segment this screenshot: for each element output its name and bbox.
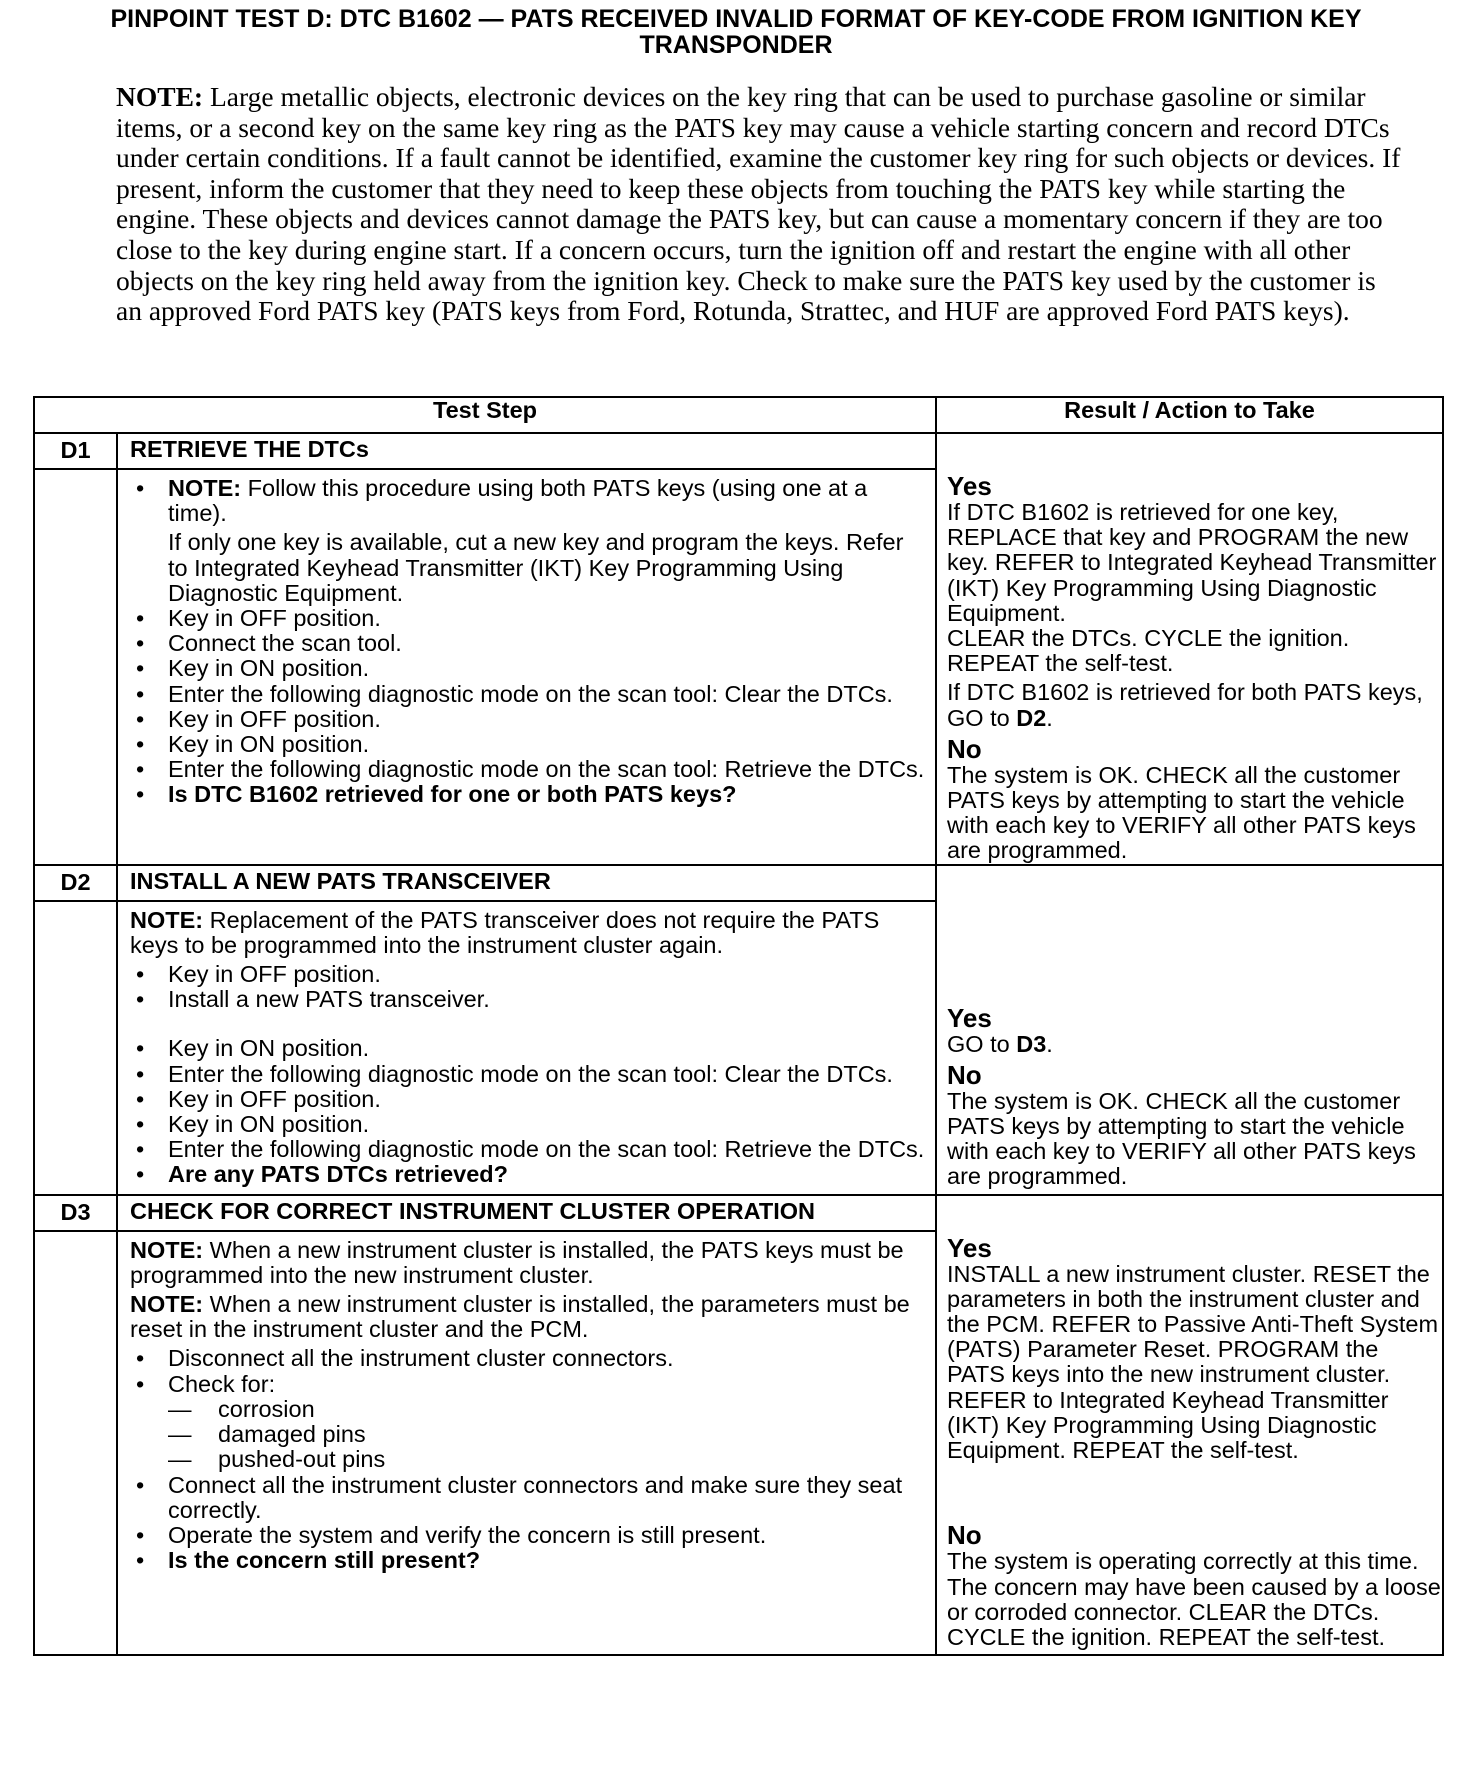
intro-note-text: Large metallic objects, electronic devices on the key ring that can be used to purchase gasoline or similar items, or a second key on the same key ring as the PATS key may cause a vehicle starting concern and record DTCs under certain conditions. If a fault cannot be identified, examine the customer key ring for such objects or devices. If present, inform the customer that they need to keep these objects from touching the PATS key while starting the engine. These objects and devices cannot damage the PATS key, but can cause a momentary concern if they are too close to the key during engine start. If a concern occurs, turn the ignition off and restart the engine with all other objects on the key ring held away from the ignition key. Check to make sure the PATS key used by the customer is an approved Ford PATS key (PATS keys from Ford, Rotunda, Strattec, and HUF are approved Ford PATS keys). xyxy=(116,81,1401,327)
step-id-d2: D2 xyxy=(34,865,117,901)
step-id-d1: D1 xyxy=(34,433,117,469)
step-d2-id-spacer xyxy=(34,901,117,1195)
step-d3-body xyxy=(117,1231,936,1655)
d3-dash-3: — pushed-out pins xyxy=(130,1447,927,1472)
d3-question-text: Is the concern still present? xyxy=(168,1547,481,1574)
d3-note2-label: NOTE: xyxy=(130,1291,204,1318)
result-d1-yes-label: Yes xyxy=(947,471,992,501)
result-d1-period: . xyxy=(1046,704,1053,731)
d1-bullet-2: • Connect the scan tool. xyxy=(130,631,927,656)
result-d3 xyxy=(936,1195,1443,1655)
d3-bullet-3: • Connect all the instrument cluster connectors and make sure they seat correctly. xyxy=(130,1473,927,1523)
d2-note-label: NOTE: xyxy=(130,906,204,933)
d1-bullet-7: • Enter the following diagnostic mode on the scan tool: Retrieve the DTCs. xyxy=(130,757,927,782)
d1-bullet-5: • Key in OFF position. xyxy=(130,707,927,732)
step-title-d2: INSTALL A NEW PATS TRANSCEIVER xyxy=(117,865,936,901)
d2-question-text: Are any PATS DTCs retrieved? xyxy=(168,1161,508,1188)
result-d3-yes-label: Yes xyxy=(947,1232,992,1263)
d3-note1-text: When a new instrument cluster is installed, the PATS keys must be programmed into the new instrument cluster. xyxy=(130,1236,904,1288)
step-d1-title-row xyxy=(34,433,1443,469)
d1-note-item xyxy=(130,476,927,526)
d3-bullet-1: • Disconnect all the instrument cluster connectors. xyxy=(130,1346,927,1371)
result-d3-yes-text: INSTALL a new instrument cluster. RESET the parameters in both the instrument cluster and the PCM. REFER to Passive Anti-Theft System (PATS) Parameter Reset. PROGRAM the PATS keys into the new instrument cluster. REFER to Integrated Keyhead Transmitter (IKT) Key Programming Using Diagnostic Equipment. REPEAT the self-test. xyxy=(947,1260,1439,1464)
d1-note-label: NOTE: xyxy=(168,475,242,501)
result-d2 xyxy=(936,865,1443,1195)
step-d3-title-row xyxy=(34,1195,1443,1231)
d1-note-text: Follow this procedure using both PATS keys (using one at a time). xyxy=(168,475,868,527)
result-d3-no-label: No xyxy=(947,1520,982,1551)
step-d2-title-row xyxy=(34,865,1443,901)
result-d2-yes-line xyxy=(947,1032,1442,1057)
result-d2-goto: D3 xyxy=(1016,1030,1047,1057)
d1-question xyxy=(130,782,927,807)
d3-note2-text: When a new instrument cluster is installed, the parameters must be reset in the instrument cluster and the PCM. xyxy=(130,1291,910,1343)
pinpoint-test-table xyxy=(33,396,1444,1656)
d2-bullet-6: • Key in ON position. xyxy=(130,1112,927,1137)
result-d2-yes-label: Yes xyxy=(947,1002,992,1033)
step-d1-body xyxy=(117,469,936,865)
d2-note-text: Replacement of the PATS transceiver does not require the PATS keys to be programmed into the instrument cluster again. xyxy=(130,906,880,958)
d3-note-2 xyxy=(130,1292,927,1342)
header-test-step: Test Step xyxy=(34,397,936,433)
header-result-action: Result / Action to Take xyxy=(936,397,1443,433)
result-d3-no-text: The system is operating correctly at this time. The concern may have been caused by a loose or corroded connector. CLEAR the DTCs. CYCLE the ignition. REPEAT the self-test. xyxy=(947,1548,1441,1650)
d2-bullet-3: • Key in ON position. xyxy=(130,1036,927,1061)
result-d2-yes-text: GO to xyxy=(947,1030,1010,1057)
d2-note xyxy=(130,908,927,958)
d2-bullet-1: • Key in OFF position. xyxy=(130,962,927,987)
table-header-row xyxy=(34,397,1443,433)
step-d3-id-spacer xyxy=(34,1231,117,1655)
d2-bullet-5: • Key in OFF position. xyxy=(130,1087,927,1112)
result-d1-yes-text3-line xyxy=(947,680,1442,730)
page-title: PINPOINT TEST D: DTC B1602 — PATS RECEIVED INVALID FORMAT OF KEY-CODE FROM IGNITION KEY TRANSPONDER xyxy=(110,5,1362,59)
d1-question-text: Is DTC B1602 retrieved for one or both PATS keys? xyxy=(168,781,737,808)
result-d2-no-label: No xyxy=(947,1059,982,1090)
d3-bullet-2: • Check for: xyxy=(130,1372,927,1397)
result-d1-yes-text1: If DTC B1602 is retrieved for one key, REPLACE that key and PROGRAM the new key. REFER to Integrated Keyhead Transmitter (IKT) Key Programming Using Diagnostic Equipment. xyxy=(947,499,1437,626)
d1-para: If only one key is available, cut a new key and program the keys. Refer to Integrated Keyhead Transmitter (IKT) Key Programming Using Diagnostic Equipment. xyxy=(168,529,904,606)
intro-note-label: NOTE: xyxy=(116,81,204,112)
result-d1-no-label: No xyxy=(947,733,982,764)
d1-bullet-3: • Key in ON position. xyxy=(130,656,927,681)
d3-bullet-4: • Operate the system and verify the concern is still present. xyxy=(130,1523,927,1548)
d3-dash-2: — damaged pins xyxy=(130,1422,927,1447)
result-d1-yes-text3: If DTC B1602 is retrieved for both PATS keys, GO to xyxy=(947,679,1423,731)
step-id-d3: D3 xyxy=(34,1195,117,1231)
d1-bullet-6: • Key in ON position. xyxy=(130,732,927,757)
d1-bullet-1: • Key in OFF position. xyxy=(130,606,927,631)
step-d2-body xyxy=(117,901,936,1195)
d3-note1-label: NOTE: xyxy=(130,1236,204,1263)
d2-bullet-4: • Enter the following diagnostic mode on the scan tool: Clear the DTCs. xyxy=(130,1062,927,1087)
d1-bullet-4: • Enter the following diagnostic mode on the scan tool: Clear the DTCs. xyxy=(130,682,927,707)
result-d2-period: . xyxy=(1046,1030,1053,1057)
intro-note xyxy=(116,82,1406,327)
step-d1-id-spacer xyxy=(34,469,117,865)
step-title-d3: CHECK FOR CORRECT INSTRUMENT CLUSTER OPERATION xyxy=(117,1195,936,1231)
d3-dash-1: — corrosion xyxy=(130,1397,927,1422)
d2-bullet-2: • Install a new PATS transceiver. xyxy=(130,987,927,1012)
d2-question xyxy=(130,1162,927,1187)
result-d1-yes-text2: CLEAR the DTCs. CYCLE the ignition. REPEAT the self-test. xyxy=(947,625,1350,677)
step-title-d1: RETRIEVE THE DTCs xyxy=(117,433,936,469)
d3-question xyxy=(130,1548,927,1573)
result-d1-goto: D2 xyxy=(1016,704,1047,731)
d2-bullet-7: • Enter the following diagnostic mode on the scan tool: Retrieve the DTCs. xyxy=(130,1137,927,1162)
result-d2-no-text: The system is OK. CHECK all the customer PATS keys by attempting to start the vehicle with each key to VERIFY all other PATS keys are programmed. xyxy=(947,1087,1416,1190)
result-d1 xyxy=(936,433,1443,865)
d3-note-1 xyxy=(130,1238,927,1288)
result-d1-no-text: The system is OK. CHECK all the customer PATS keys by attempting to start the vehicle with each key to VERIFY all other PATS keys are programmed. xyxy=(947,761,1416,864)
